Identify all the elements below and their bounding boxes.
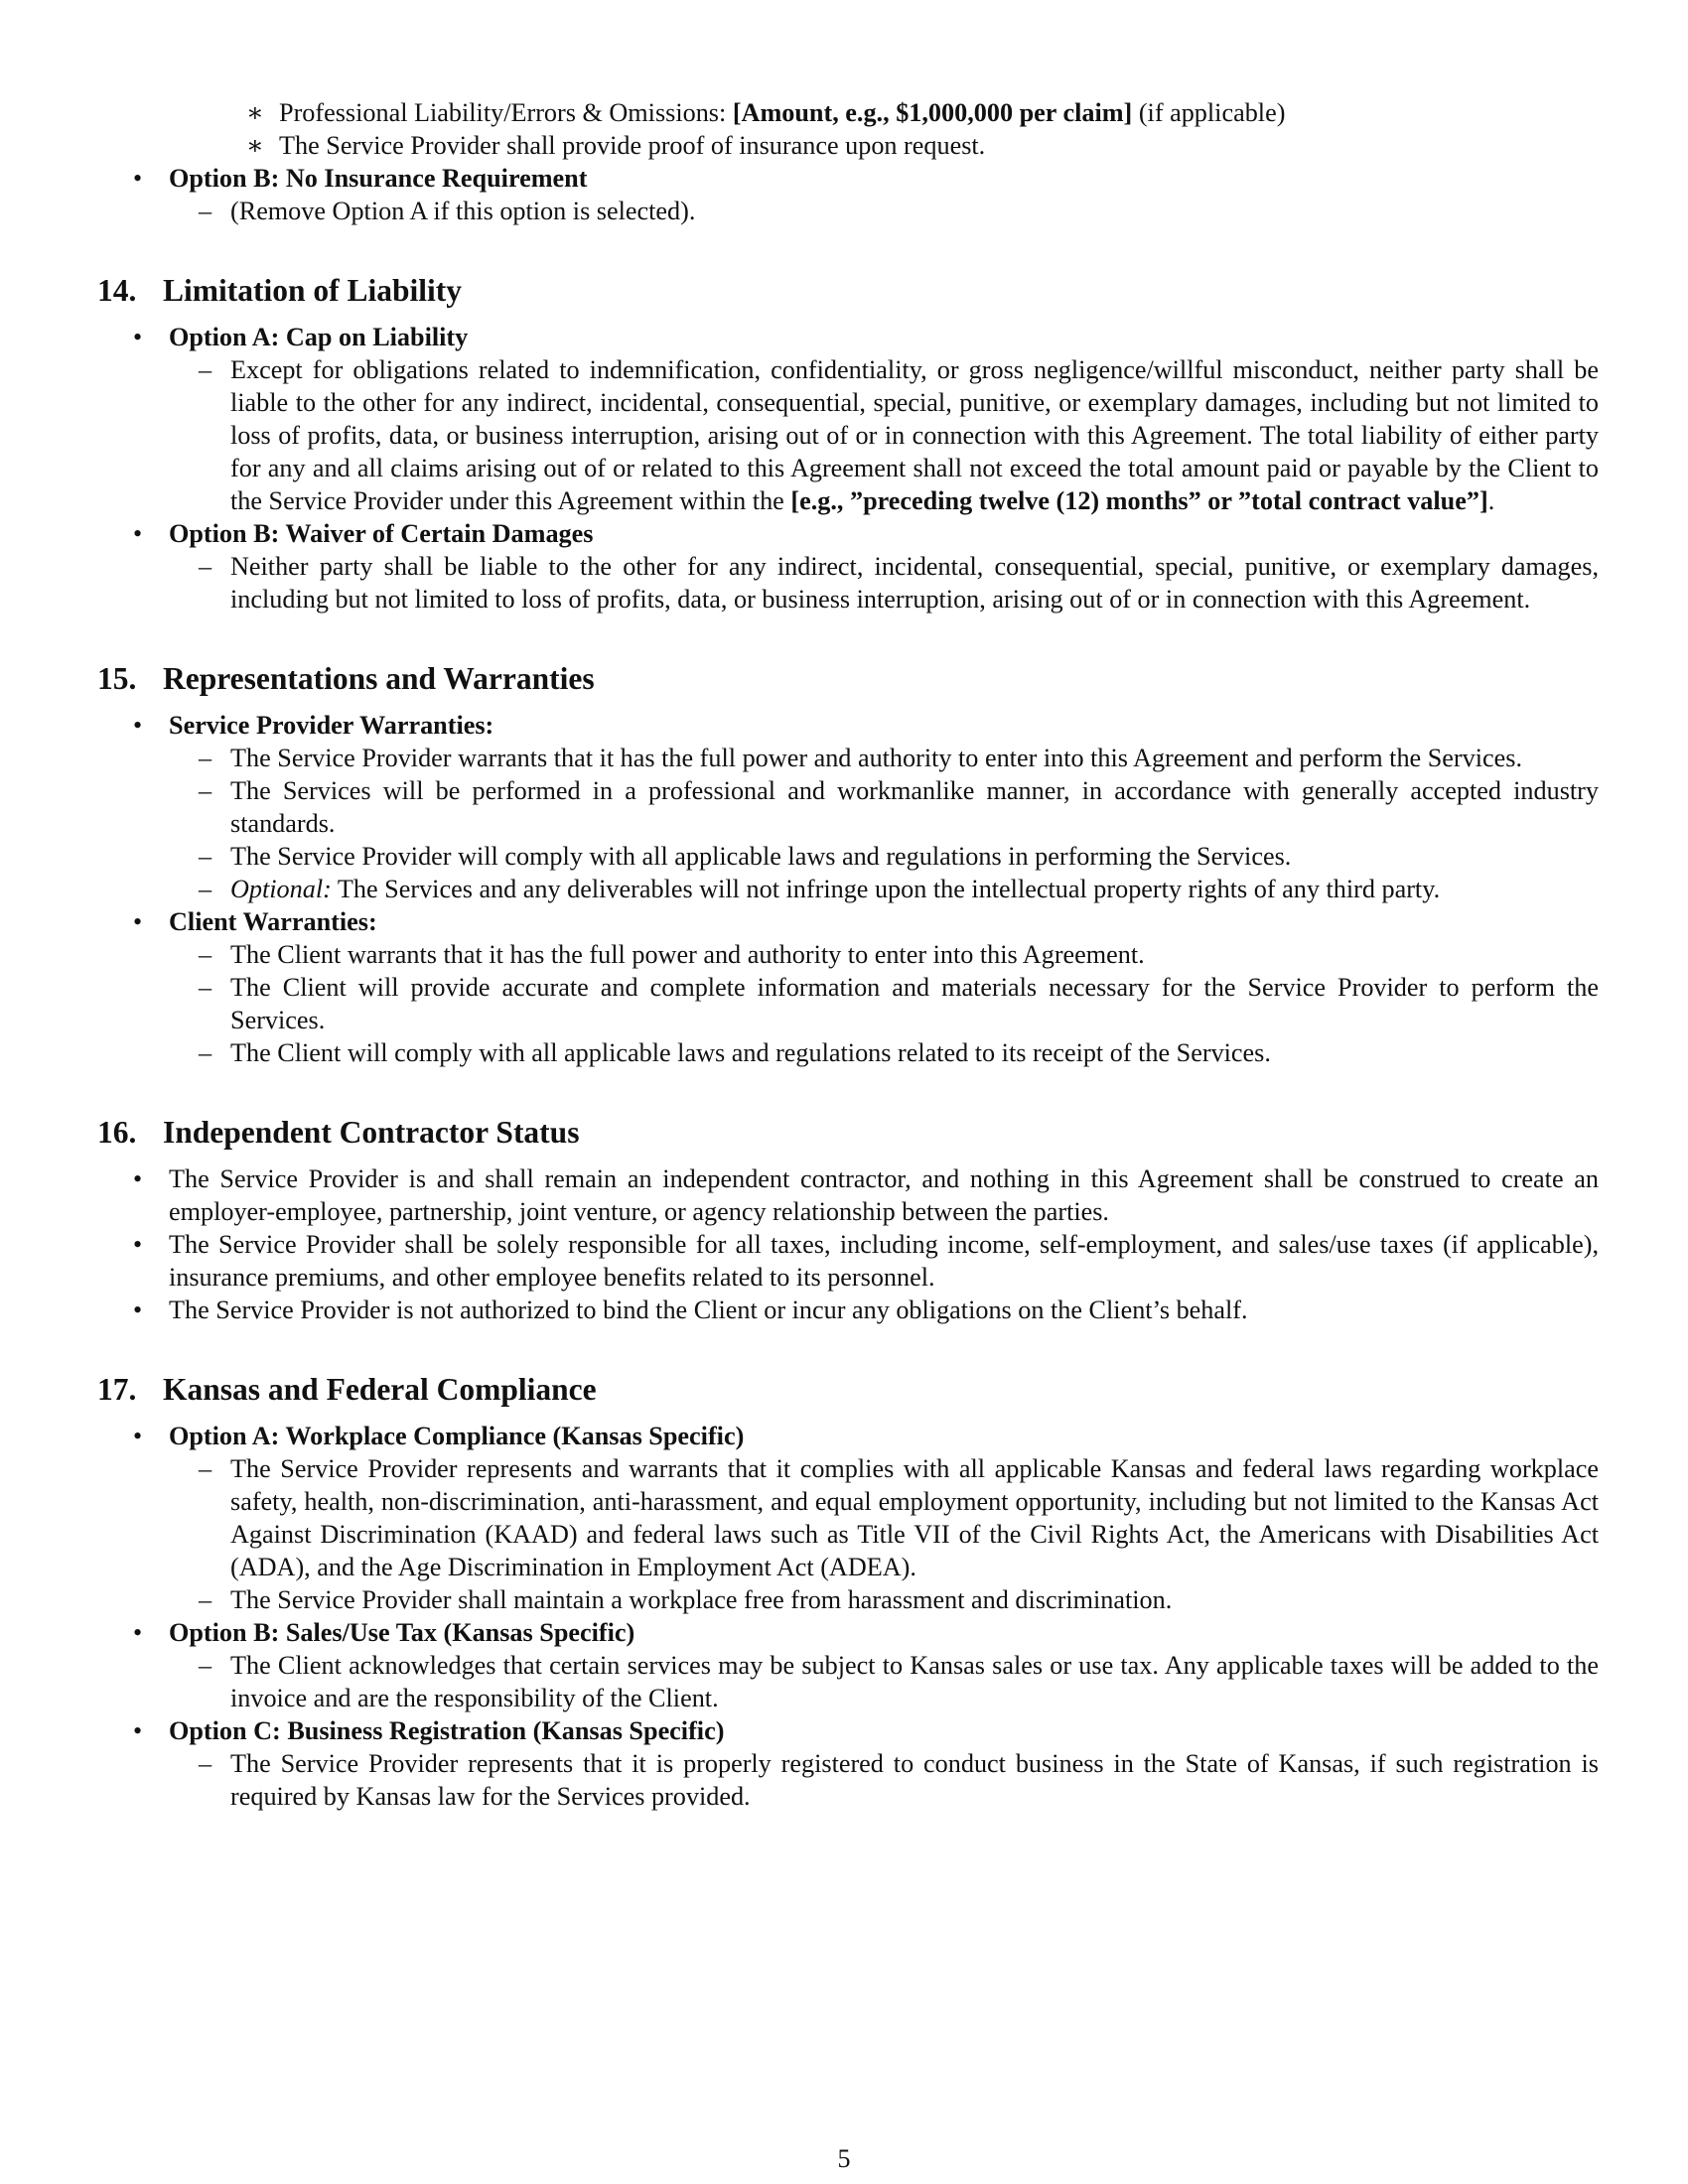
list-item: – Except for obligations related to indemnification, confidentiality, or gross negligence/willful misconduct, neither party shall be liable to the other for any indirect, incidental, consequential, special, punitive, or exemplary damages, including but not limited to loss of profits, data, or business interruption, arising out of or in connection with this Agreement. The total liability of either party for any and all claims arising out of or related to this Agreement shall not exceed the total amount paid or payable by the Client to the Service Provider under this Agreement within the [e.g., ”preceding twelve (12) months” or ”total contract value”]. — [169, 353, 1599, 517]
section-14 — [97, 271, 1599, 615]
list-item: – The Client will comply with all applicable laws and regulations related to its receipt of the Services. — [169, 1036, 1599, 1069]
option-title: Option A: Workplace Compliance (Kansas Specific) — [169, 1422, 745, 1450]
list-item — [97, 1714, 1599, 1813]
list-item: – The Service Provider represents and warrants that it complies with all applicable Kansas and federal laws regarding workplace safety, health, non-discrimination, anti-harassment, and equal employment opportunity, including but not limited to the Kansas Act Against Discrimination (KAAD) and federal laws such as Title VII of the Civil Rights Act, the Americans with Disabilities Act (ADA), and the Age Discrimination in Employment Act (ADEA). — [169, 1452, 1599, 1583]
list-item: – Optional: The Services and any deliverables will not infringe upon the intellectual property rights of any third party. — [169, 873, 1599, 905]
list-item: ∗ Professional Liability/Errors & Omissions: [Amount, e.g., $1,000,000 per claim] (if applicable) — [279, 96, 1599, 129]
insurance-options-list — [97, 162, 1599, 227]
list-item: – The Service Provider will comply with all applicable laws and regulations in performing the Services. — [169, 840, 1599, 873]
document-content — [97, 96, 1599, 1813]
list-item — [97, 905, 1599, 1069]
option-title: Option B: No Insurance Requirement — [169, 164, 588, 193]
section-17 — [97, 1370, 1599, 1813]
list-item — [97, 517, 1599, 615]
option-title: Service Provider Warranties: — [169, 711, 494, 740]
list-item — [97, 1420, 1599, 1616]
list-item: – The Client acknowledges that certain services may be subject to Kansas sales or use tax. Any applicable taxes will be added to the invoice and are the responsibility of the Client. — [169, 1649, 1599, 1714]
section-heading: 15. Representations and Warranties — [97, 661, 595, 696]
list-item — [97, 709, 1599, 905]
list-item: • The Service Provider is and shall remain an independent contractor, and nothing in this Agreement shall be construed to create an employer-employee, partnership, joint venture, or agency relationship between the parties. — [97, 1162, 1599, 1228]
list-item: – The Client warrants that it has the full power and authority to enter into this Agreement. — [169, 938, 1599, 971]
list-item: • The Service Provider is not authorized to bind the Client or incur any obligations on the Client’s behalf. — [97, 1294, 1599, 1326]
list-item — [97, 1616, 1599, 1714]
list-item — [97, 321, 1599, 517]
section-heading: 17. Kansas and Federal Compliance — [97, 1372, 597, 1407]
option-title: Client Warranties: — [169, 907, 377, 936]
option-title: Option C: Business Registration (Kansas Specific) — [169, 1716, 725, 1745]
list-item: – The Service Provider shall maintain a workplace free from harassment and discrimination. — [169, 1583, 1599, 1616]
option-title: Option B: Waiver of Certain Damages — [169, 519, 594, 548]
section-heading: 14. Limitation of Liability — [97, 273, 463, 308]
list-item: ∗ The Service Provider shall provide proof of insurance upon request. — [279, 129, 1599, 162]
list-item: – The Service Provider warrants that it has the full power and authority to enter into this Agreement and perform the Services. — [169, 742, 1599, 774]
insurance-sub-list — [279, 96, 1599, 162]
option-title: Option B: Sales/Use Tax (Kansas Specific) — [169, 1618, 635, 1647]
list-item: – (Remove Option A if this option is selected). — [169, 195, 1599, 227]
list-item: – The Service Provider represents that it is properly registered to conduct business in the State of Kansas, if such registration is required by Kansas law for the Services provided. — [169, 1747, 1599, 1813]
option-title: Option A: Cap on Liability — [169, 323, 469, 351]
page-number: 5 — [837, 2144, 851, 2173]
list-item: • The Service Provider shall be solely responsible for all taxes, including income, self-employment, and sales/use taxes (if applicable), insurance premiums, and other employee benefits related to its personnel. — [97, 1228, 1599, 1294]
list-item: – Neither party shall be liable to the other for any indirect, incidental, consequential, special, punitive, or exemplary damages, including but not limited to loss of profits, data, or business interruption, arising out of or in connection with this Agreement. — [169, 550, 1599, 615]
section-16 — [97, 1113, 1599, 1326]
list-item: – The Services will be performed in a professional and workmanlike manner, in accordance with generally accepted industry standards. — [169, 774, 1599, 840]
section-heading: 16. Independent Contractor Status — [97, 1115, 580, 1150]
section-15 — [97, 659, 1599, 1069]
list-item — [97, 162, 1599, 227]
list-item: – The Client will provide accurate and complete information and materials necessary for the Service Provider to perform the Services. — [169, 971, 1599, 1036]
